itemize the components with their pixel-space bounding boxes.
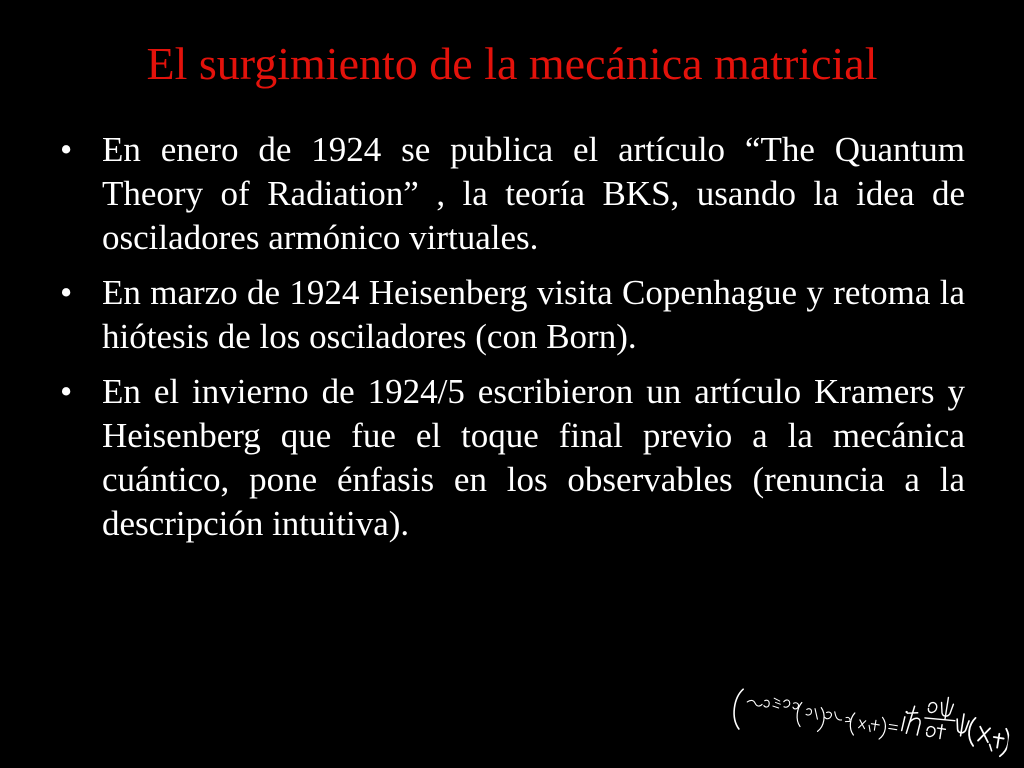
- bullet-item: [60, 271, 965, 359]
- schrodinger-equation-handwritten-icon: [722, 658, 1014, 768]
- bullet-list: [60, 128, 965, 557]
- slide-title: El surgimiento de la mecánica matricial: [146, 38, 878, 89]
- bullet-text: En enero de 1924 se publica el artículo “The Quantum Theory of Radiation” , la teoría BKS, usando la idea de osciladores armónico virtuales.: [102, 130, 965, 257]
- bullet-item: [60, 370, 965, 546]
- bullet-item: [60, 128, 965, 260]
- bullet-text: En el invierno de 1924/5 escribieron un artículo Kramers y Heisenberg que fue el toque final previo a la mecánica cuántico, pone énfasis en los observables (renuncia a la descripción intuitiva).: [102, 372, 965, 543]
- bullet-dot-icon: •: [60, 372, 73, 411]
- bullet-dot-icon: •: [60, 130, 73, 169]
- bullet-text: En marzo de 1924 Heisenberg visita Copenhague y retoma la hiótesis de los osciladores (con Born).: [102, 273, 965, 356]
- bullet-dot-icon: •: [60, 273, 73, 312]
